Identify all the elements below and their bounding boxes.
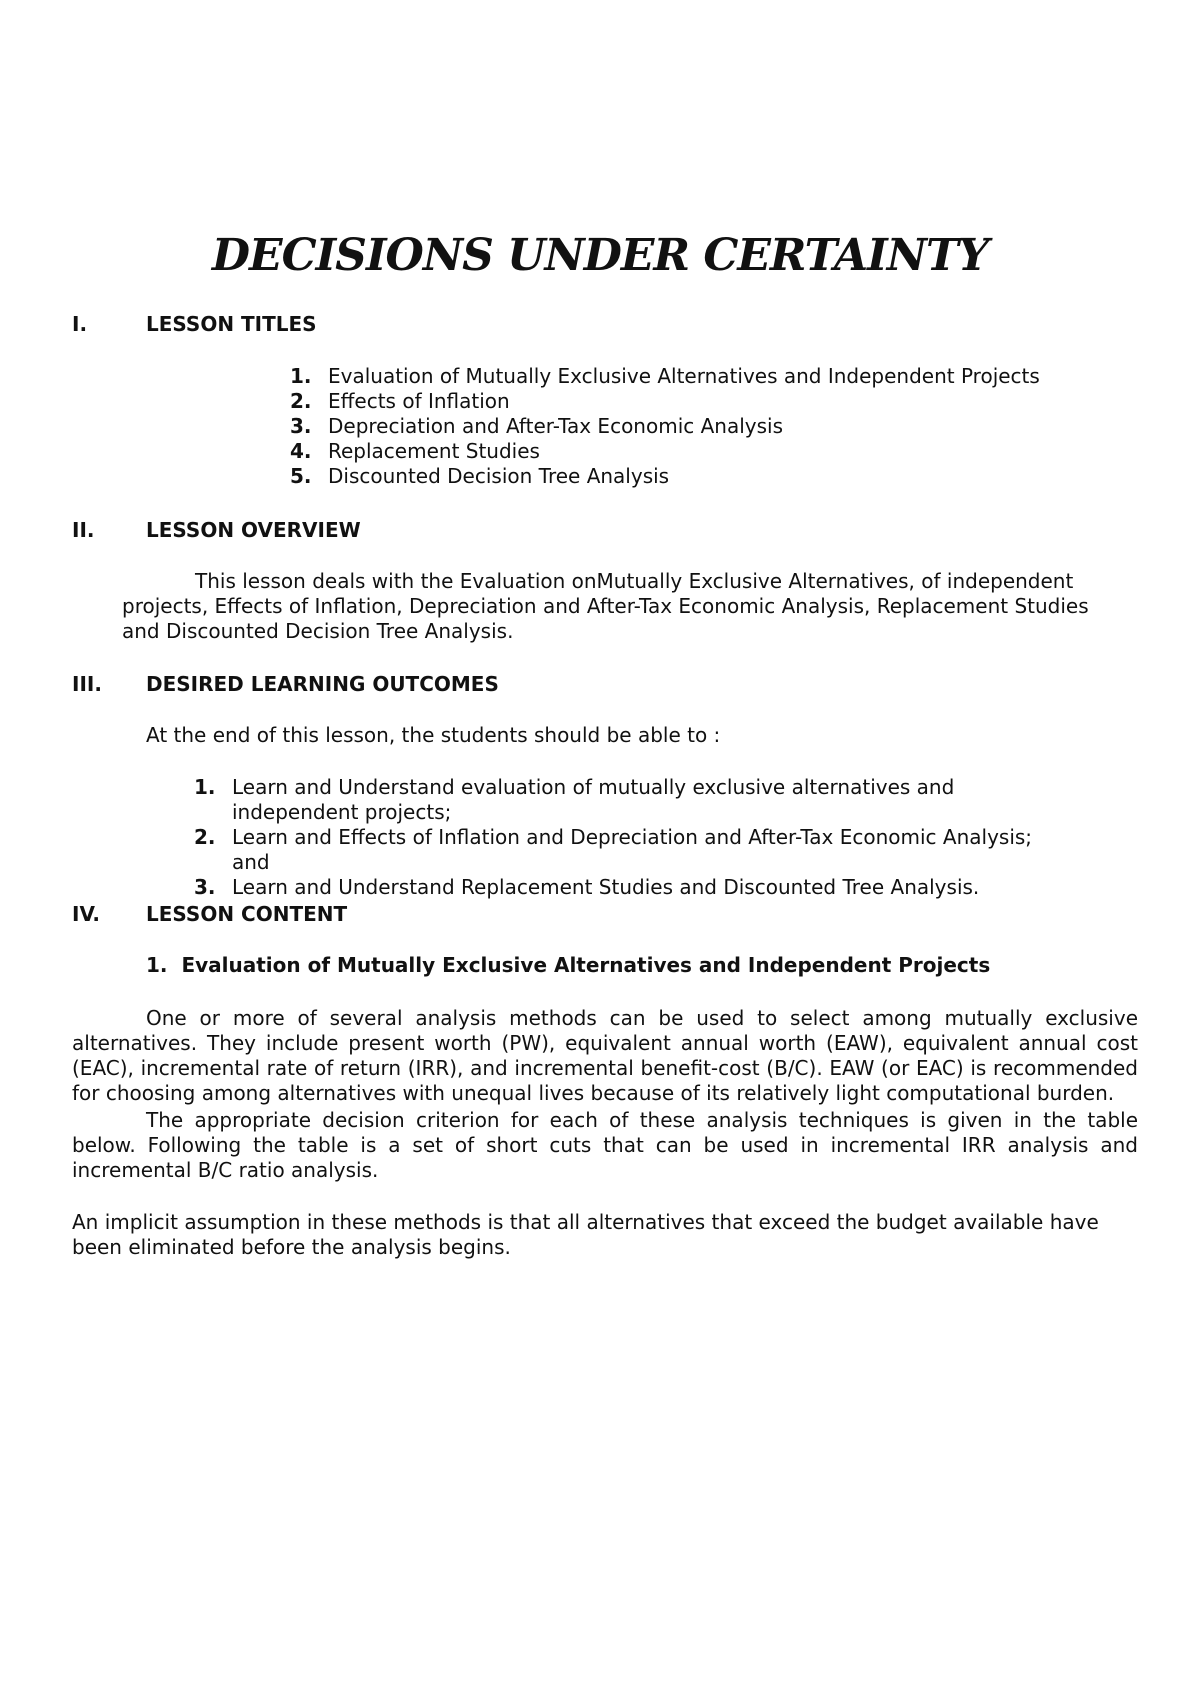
list-item: [290, 364, 1150, 389]
list-item-number: 3.: [194, 875, 216, 899]
list-item-text: Discounted Decision Tree Analysis: [328, 464, 670, 488]
list-item: [194, 825, 1074, 875]
list-item-text: Learn and Understand Replacement Studies and Discounted Tree Analysis.: [232, 875, 980, 899]
list-item: [290, 414, 1150, 439]
learning-outcomes-list: [194, 775, 1074, 900]
list-item-number: 4.: [290, 439, 312, 463]
overview-paragraph: This lesson deals with the Evaluation onMutually Exclusive Alternatives, of independent projects, Effects of Inflation, Depreciation and After-Tax Economic Analysis, Replacement Studies and Discounted Decision Tree Analysis.: [122, 569, 1089, 643]
list-item-number: 2.: [194, 825, 216, 849]
list-item-text: Effects of Inflation: [328, 389, 510, 413]
section-title: DESIRED LEARNING OUTCOMES: [146, 672, 499, 696]
content-paragraph-2: The appropriate decision criterion for each of these analysis techniques is given in the table below. Following the table is a set of short cuts that can be used in incremental IRR analysis and incremental B/C ratio analysis.: [72, 1108, 1138, 1182]
content-paragraph-3: An implicit assumption in these methods is that all alternatives that exceed the budget available have been eliminated before the analysis begins.: [72, 1210, 1099, 1259]
list-item-text: Depreciation and After-Tax Economic Analysis: [328, 414, 784, 438]
page-title: DECISIONS UNDER CERTAINTY: [211, 230, 989, 281]
content-sub-heading: 1. Evaluation of Mutually Exclusive Alternatives and Independent Projects: [146, 953, 991, 977]
list-item: [290, 439, 1150, 464]
list-item: [194, 775, 1074, 825]
outcomes-intro: At the end of this lesson, the students should be able to :: [146, 723, 721, 747]
section-title: LESSON CONTENT: [146, 902, 348, 926]
list-item-number: 1.: [194, 775, 216, 799]
section-number: I.: [72, 312, 88, 336]
lesson-titles-list: [290, 364, 1150, 489]
section-heading-lesson-content: [72, 902, 972, 927]
list-item: [290, 464, 1150, 489]
section-heading-lesson-overview: [72, 518, 972, 543]
section-title: LESSON OVERVIEW: [146, 518, 361, 542]
section-title: LESSON TITLES: [146, 312, 317, 336]
list-item-number: 5.: [290, 464, 312, 488]
section-heading-lesson-titles: [72, 312, 972, 337]
list-item-number: 3.: [290, 414, 312, 438]
section-heading-desired-learning-outcomes: [72, 672, 972, 697]
list-item-number: 2.: [290, 389, 312, 413]
list-item: [290, 389, 1150, 414]
section-number: II.: [72, 518, 95, 542]
list-item-number: 1.: [290, 364, 312, 388]
list-item-text: Learn and Understand evaluation of mutually exclusive alternatives and independent projects;: [232, 775, 955, 824]
section-number: IV.: [72, 902, 100, 926]
section-number: III.: [72, 672, 102, 696]
list-item-text: Learn and Effects of Inflation and Depreciation and After-Tax Economic Analysis; and: [232, 825, 1033, 874]
content-paragraph-1: One or more of several analysis methods can be used to select among mutually exclusive alternatives. They include present worth (PW), equivalent annual worth (EAW), equivalent annual cost (EAC), incremental rate of return (IRR), and incremental benefit-cost (B/C). EAW (or EAC) is recommended for choosing among alternatives with unequal lives because of its relatively light computational burden.: [72, 1006, 1138, 1105]
list-item: [194, 875, 1074, 900]
list-item-text: Replacement Studies: [328, 439, 540, 463]
list-item-text: Evaluation of Mutually Exclusive Alternatives and Independent Projects: [328, 364, 1040, 388]
